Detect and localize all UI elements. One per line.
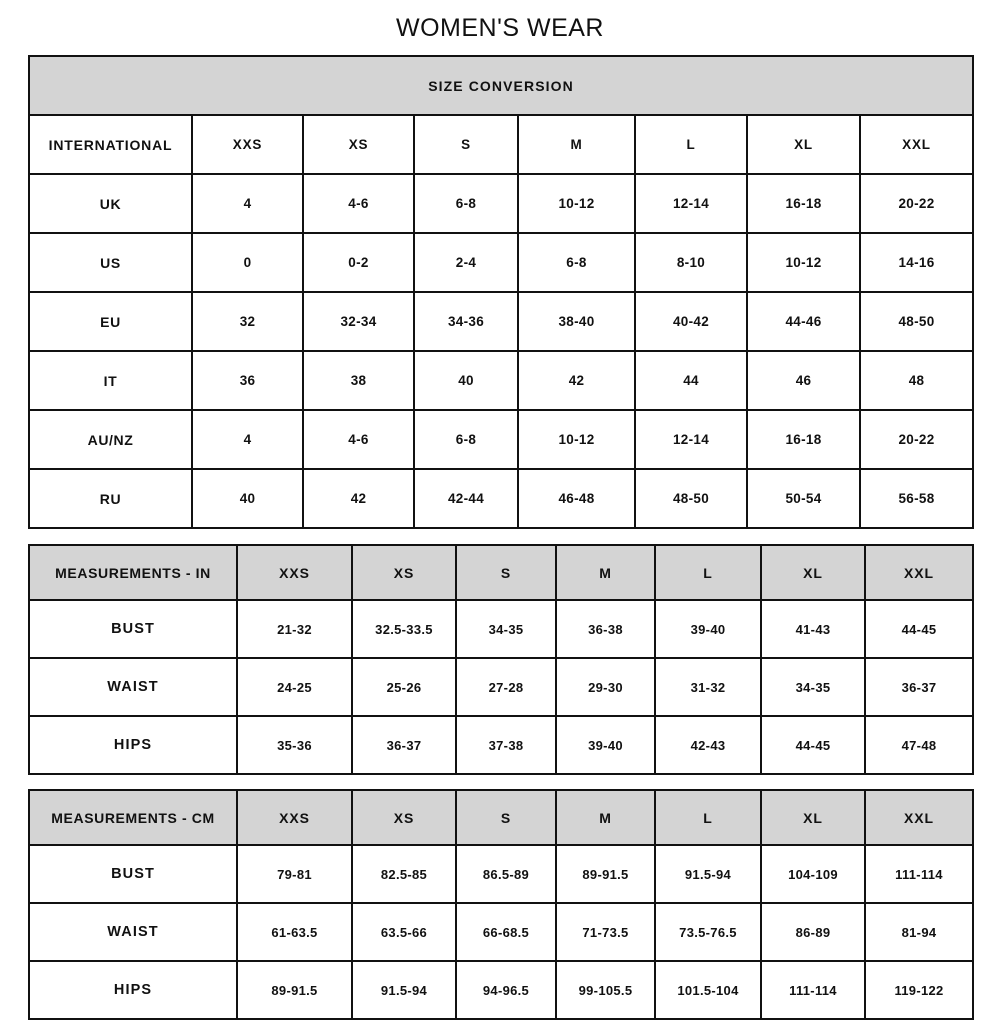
page-title: WOMEN'S WEAR bbox=[396, 14, 604, 42]
cell: 91.5-94 bbox=[655, 845, 761, 903]
table-row bbox=[29, 233, 973, 292]
header-size-m: M bbox=[518, 115, 635, 174]
header-size-xxl: XXL bbox=[865, 545, 973, 600]
cell: 10-12 bbox=[747, 233, 860, 292]
cell: 36-37 bbox=[865, 658, 973, 716]
size-conversion-table bbox=[28, 55, 974, 529]
cell: 71-73.5 bbox=[556, 903, 655, 961]
cell: 41-43 bbox=[761, 600, 865, 658]
row-label-aunz: AU/NZ bbox=[29, 410, 192, 469]
cell: 16-18 bbox=[747, 410, 860, 469]
cell: 111-114 bbox=[761, 961, 865, 1019]
table-row bbox=[29, 174, 973, 233]
cell: 31-32 bbox=[655, 658, 761, 716]
cell: 101.5-104 bbox=[655, 961, 761, 1019]
cell: 4-6 bbox=[303, 174, 414, 233]
cell: 4 bbox=[192, 174, 303, 233]
cell: 66-68.5 bbox=[456, 903, 556, 961]
cell: 34-36 bbox=[414, 292, 518, 351]
cell: 10-12 bbox=[518, 410, 635, 469]
cell: 20-22 bbox=[860, 174, 973, 233]
row-label-hips: HIPS bbox=[29, 716, 237, 774]
cell: 14-16 bbox=[860, 233, 973, 292]
cell: 40-42 bbox=[635, 292, 747, 351]
cell: 4 bbox=[192, 410, 303, 469]
cell: 4-6 bbox=[303, 410, 414, 469]
size-conversion-banner: SIZE CONVERSION bbox=[29, 56, 973, 115]
cell: 6-8 bbox=[414, 410, 518, 469]
header-size-xl: XL bbox=[747, 115, 860, 174]
cell: 25-26 bbox=[352, 658, 456, 716]
cell: 36 bbox=[192, 351, 303, 410]
cell: 21-32 bbox=[237, 600, 352, 658]
cell: 86.5-89 bbox=[456, 845, 556, 903]
cell: 48 bbox=[860, 351, 973, 410]
row-label-uk: UK bbox=[29, 174, 192, 233]
cell: 34-35 bbox=[761, 658, 865, 716]
cell: 40 bbox=[414, 351, 518, 410]
table-row bbox=[29, 351, 973, 410]
cell: 40 bbox=[192, 469, 303, 528]
cell: 35-36 bbox=[237, 716, 352, 774]
cell: 2-4 bbox=[414, 233, 518, 292]
cell: 44-45 bbox=[761, 716, 865, 774]
header-size-xs: XS bbox=[303, 115, 414, 174]
row-label-bust: BUST bbox=[29, 845, 237, 903]
cell: 36-38 bbox=[556, 600, 655, 658]
cell: 111-114 bbox=[865, 845, 973, 903]
cell: 32-34 bbox=[303, 292, 414, 351]
cell: 29-30 bbox=[556, 658, 655, 716]
cell: 42 bbox=[303, 469, 414, 528]
cell: 63.5-66 bbox=[352, 903, 456, 961]
header-size-l: L bbox=[655, 545, 761, 600]
cell: 12-14 bbox=[635, 174, 747, 233]
cell: 38-40 bbox=[518, 292, 635, 351]
cell: 0 bbox=[192, 233, 303, 292]
cell: 24-25 bbox=[237, 658, 352, 716]
header-size-s: S bbox=[456, 790, 556, 845]
table-header-row bbox=[29, 545, 973, 600]
cell: 81-94 bbox=[865, 903, 973, 961]
cell: 82.5-85 bbox=[352, 845, 456, 903]
header-size-xxl: XXL bbox=[865, 790, 973, 845]
cell: 86-89 bbox=[761, 903, 865, 961]
table-header-row bbox=[29, 115, 973, 174]
cell: 36-37 bbox=[352, 716, 456, 774]
cell: 27-28 bbox=[456, 658, 556, 716]
cell: 46 bbox=[747, 351, 860, 410]
header-size-l: L bbox=[655, 790, 761, 845]
table-row bbox=[29, 600, 973, 658]
table-row bbox=[29, 716, 973, 774]
cell: 99-105.5 bbox=[556, 961, 655, 1019]
header-size-s: S bbox=[456, 545, 556, 600]
row-label-it: IT bbox=[29, 351, 192, 410]
table-row bbox=[29, 292, 973, 351]
header-size-xs: XS bbox=[352, 790, 456, 845]
row-label-bust: BUST bbox=[29, 600, 237, 658]
row-label-hips: HIPS bbox=[29, 961, 237, 1019]
cell: 94-96.5 bbox=[456, 961, 556, 1019]
cell: 38 bbox=[303, 351, 414, 410]
cell: 16-18 bbox=[747, 174, 860, 233]
cell: 6-8 bbox=[518, 233, 635, 292]
cell: 73.5-76.5 bbox=[655, 903, 761, 961]
row-label-waist: WAIST bbox=[29, 903, 237, 961]
table-row bbox=[29, 658, 973, 716]
cell: 34-35 bbox=[456, 600, 556, 658]
header-measurements-cm-label: MEASUREMENTS - CM bbox=[29, 790, 237, 845]
cell: 104-109 bbox=[761, 845, 865, 903]
header-size-l: L bbox=[635, 115, 747, 174]
cell: 10-12 bbox=[518, 174, 635, 233]
cell: 48-50 bbox=[860, 292, 973, 351]
cell: 12-14 bbox=[635, 410, 747, 469]
cell: 56-58 bbox=[860, 469, 973, 528]
row-label-us: US bbox=[29, 233, 192, 292]
table-row bbox=[29, 410, 973, 469]
table-banner-row bbox=[29, 56, 973, 115]
table-row bbox=[29, 961, 973, 1019]
table-row bbox=[29, 845, 973, 903]
header-size-xl: XL bbox=[761, 545, 865, 600]
cell: 89-91.5 bbox=[237, 961, 352, 1019]
cell: 44 bbox=[635, 351, 747, 410]
cell: 48-50 bbox=[635, 469, 747, 528]
row-label-waist: WAIST bbox=[29, 658, 237, 716]
cell: 50-54 bbox=[747, 469, 860, 528]
header-size-m: M bbox=[556, 790, 655, 845]
header-size-xxs: XXS bbox=[237, 790, 352, 845]
cell: 32.5-33.5 bbox=[352, 600, 456, 658]
header-size-s: S bbox=[414, 115, 518, 174]
measurements-inches-table bbox=[28, 544, 974, 775]
cell: 0-2 bbox=[303, 233, 414, 292]
cell: 39-40 bbox=[655, 600, 761, 658]
cell: 47-48 bbox=[865, 716, 973, 774]
cell: 39-40 bbox=[556, 716, 655, 774]
cell: 79-81 bbox=[237, 845, 352, 903]
header-size-xxs: XXS bbox=[192, 115, 303, 174]
header-size-xxl: XXL bbox=[860, 115, 973, 174]
header-size-xs: XS bbox=[352, 545, 456, 600]
cell: 44-46 bbox=[747, 292, 860, 351]
cell: 61-63.5 bbox=[237, 903, 352, 961]
row-label-eu: EU bbox=[29, 292, 192, 351]
header-size-xl: XL bbox=[761, 790, 865, 845]
cell: 8-10 bbox=[635, 233, 747, 292]
table-row bbox=[29, 469, 973, 528]
header-measurements-in-label: MEASUREMENTS - IN bbox=[29, 545, 237, 600]
header-size-xxs: XXS bbox=[237, 545, 352, 600]
table-header-row bbox=[29, 790, 973, 845]
measurements-cm-table bbox=[28, 789, 974, 1020]
cell: 42 bbox=[518, 351, 635, 410]
cell: 20-22 bbox=[860, 410, 973, 469]
cell: 44-45 bbox=[865, 600, 973, 658]
row-label-ru: RU bbox=[29, 469, 192, 528]
cell: 42-44 bbox=[414, 469, 518, 528]
cell: 119-122 bbox=[865, 961, 973, 1019]
cell: 37-38 bbox=[456, 716, 556, 774]
cell: 32 bbox=[192, 292, 303, 351]
cell: 6-8 bbox=[414, 174, 518, 233]
header-size-m: M bbox=[556, 545, 655, 600]
cell: 91.5-94 bbox=[352, 961, 456, 1019]
table-row bbox=[29, 903, 973, 961]
cell: 42-43 bbox=[655, 716, 761, 774]
cell: 46-48 bbox=[518, 469, 635, 528]
header-international-label: INTERNATIONAL bbox=[29, 115, 192, 174]
cell: 89-91.5 bbox=[556, 845, 655, 903]
